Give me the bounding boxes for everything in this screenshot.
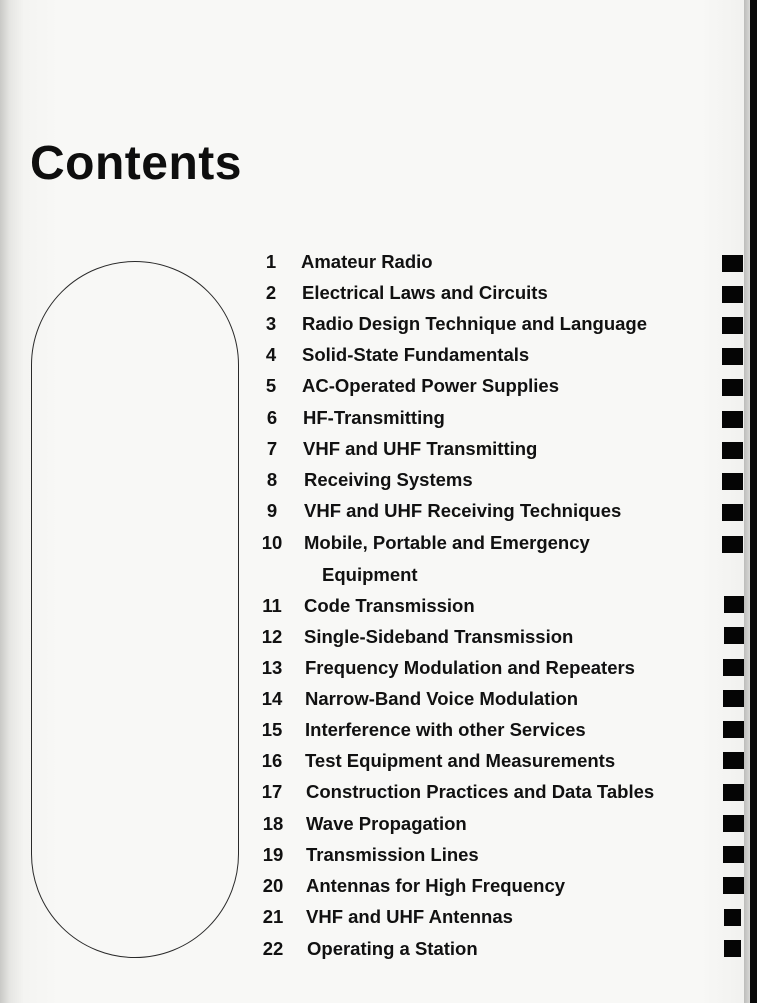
chapter-title: AC-Operated Power Supplies	[302, 375, 559, 396]
chapter-title: Frequency Modulation and Repeaters	[305, 657, 635, 678]
chapter-number: 22	[262, 938, 284, 959]
thumb-tab[interactable]	[722, 255, 743, 272]
chapter-number: 8	[266, 469, 278, 490]
thumb-tab[interactable]	[724, 940, 741, 957]
chapter-title: Code Transmission	[304, 595, 475, 616]
chapter-title: Receiving Systems	[304, 469, 473, 490]
chapter-number: 12	[261, 626, 283, 647]
chapter-number: 2	[265, 282, 277, 303]
thumb-tab[interactable]	[722, 536, 743, 553]
chapter-title: VHF and UHF Receiving Techniques	[304, 500, 622, 521]
thumb-tab[interactable]	[724, 909, 741, 926]
chapter-title: Solid-State Fundamentals	[302, 344, 530, 365]
chapter-number: 4	[265, 344, 277, 365]
chapter-number: 16	[261, 750, 283, 771]
chapter-title: Operating a Station	[307, 938, 478, 959]
chapter-number: 7	[266, 438, 278, 459]
chapter-number: 20	[262, 875, 284, 896]
chapter-title: Transmission Lines	[306, 844, 479, 865]
chapter-title: HF-Transmitting	[303, 407, 445, 428]
chapter-number: 10	[261, 532, 283, 553]
chapter-title: Interference with other Services	[305, 719, 586, 740]
thumb-tab[interactable]	[722, 442, 743, 459]
chapter-title: Construction Practices and Data Tables	[306, 781, 655, 802]
thumb-tab[interactable]	[722, 504, 743, 521]
chapter-title: Wave Propagation	[306, 813, 467, 834]
decorative-stadium-outline	[31, 261, 239, 958]
chapter-title: Amateur Radio	[301, 251, 433, 272]
chapter-number: 14	[261, 688, 283, 709]
chapter-title: Test Equipment and Measurements	[305, 750, 616, 771]
thumb-tab[interactable]	[722, 348, 743, 365]
thumb-tab[interactable]	[722, 317, 743, 334]
thumb-tab[interactable]	[723, 846, 744, 863]
chapter-title: Radio Design Technique and Language	[302, 313, 648, 334]
thumb-tab[interactable]	[722, 379, 743, 396]
thumb-tab[interactable]	[724, 596, 745, 613]
thumb-tab[interactable]	[722, 411, 743, 428]
thumb-tab[interactable]	[723, 784, 744, 801]
chapter-number: 11	[262, 595, 282, 616]
thumb-tab[interactable]	[724, 627, 745, 644]
chapter-title-continuation: Equipment	[322, 564, 418, 585]
page-title: Contents	[30, 137, 242, 190]
chapter-title: Antennas for High Frequency	[306, 875, 566, 896]
thumb-tab[interactable]	[723, 815, 744, 832]
page-edge-shadow	[750, 0, 757, 1003]
chapter-title: Electrical Laws and Circuits	[302, 282, 548, 303]
thumb-tab[interactable]	[723, 752, 744, 769]
chapter-number: 5	[265, 375, 277, 396]
chapter-number: 9	[266, 500, 278, 521]
chapter-number: 6	[266, 407, 278, 428]
thumb-tab[interactable]	[723, 721, 744, 738]
thumb-tab[interactable]	[722, 286, 743, 303]
thumb-tab[interactable]	[723, 877, 744, 894]
chapter-number: 18	[262, 813, 284, 834]
chapter-number: 19	[262, 844, 284, 865]
chapter-number: 21	[262, 906, 284, 927]
thumb-tab[interactable]	[723, 659, 744, 676]
chapter-number: 13	[261, 657, 283, 678]
chapter-title: Mobile, Portable and Emergency	[304, 532, 590, 553]
chapter-number: 17	[261, 781, 283, 802]
thumb-tab[interactable]	[723, 690, 744, 707]
chapter-number: 1	[265, 251, 277, 272]
chapter-title: VHF and UHF Transmitting	[303, 438, 538, 459]
chapter-title: Single-Sideband Transmission	[304, 626, 574, 647]
chapter-title: Narrow-Band Voice Modulation	[305, 688, 579, 709]
chapter-number: 3	[265, 313, 277, 334]
chapter-title: VHF and UHF Antennas	[306, 906, 513, 927]
thumb-tab[interactable]	[722, 473, 743, 490]
chapter-number: 15	[261, 719, 283, 740]
